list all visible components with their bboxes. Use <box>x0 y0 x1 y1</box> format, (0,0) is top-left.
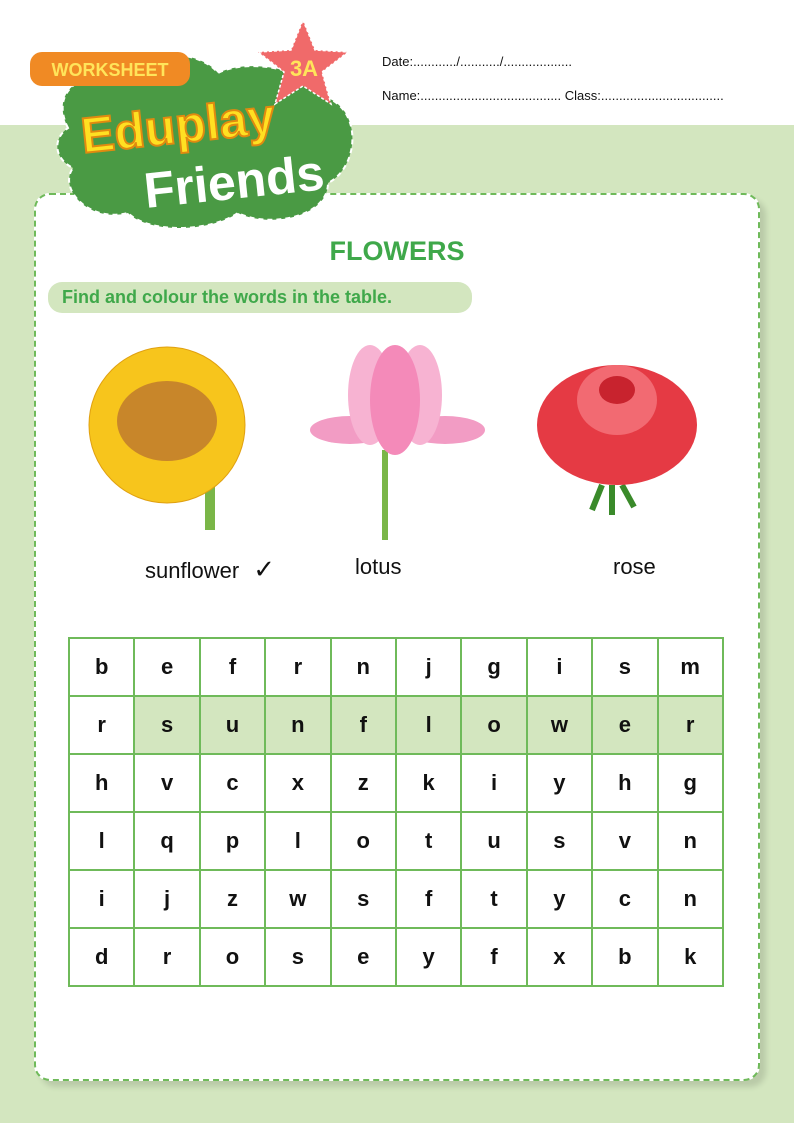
grid-cell[interactable]: e <box>592 696 657 754</box>
grid-row <box>69 638 723 696</box>
grid-cell[interactable]: b <box>69 638 134 696</box>
word-search-grid <box>68 637 724 987</box>
grid-cell[interactable]: m <box>658 638 723 696</box>
grid-cell[interactable]: j <box>396 638 461 696</box>
grid-cell[interactable]: i <box>69 870 134 928</box>
grid-cell[interactable]: p <box>200 812 265 870</box>
svg-text:Friends: Friends <box>141 144 327 219</box>
grid-cell[interactable]: k <box>396 754 461 812</box>
grid-cell[interactable]: s <box>134 696 199 754</box>
grid-cell[interactable]: t <box>461 870 526 928</box>
grid-cell[interactable]: q <box>134 812 199 870</box>
grid-cell[interactable]: n <box>265 696 330 754</box>
grid-cell[interactable]: s <box>592 638 657 696</box>
instruction: Find and colour the words in the table. <box>48 282 472 313</box>
grid-cell[interactable]: r <box>69 696 134 754</box>
grid-cell[interactable]: l <box>396 696 461 754</box>
grid-cell[interactable]: y <box>396 928 461 986</box>
grid-cell[interactable]: o <box>331 812 396 870</box>
grid-cell[interactable]: c <box>200 754 265 812</box>
grid-cell[interactable]: r <box>134 928 199 986</box>
grid-cell[interactable]: d <box>69 928 134 986</box>
grid-cell[interactable]: f <box>200 638 265 696</box>
grid-cell[interactable]: g <box>461 638 526 696</box>
page-title: FLOWERS <box>329 236 465 266</box>
worksheet-badge: WORKSHEET <box>51 60 169 80</box>
grid-cell[interactable]: o <box>461 696 526 754</box>
grid-cell[interactable]: f <box>331 696 396 754</box>
svg-text:Eduplay: Eduplay <box>78 87 278 164</box>
grid-row <box>69 928 723 986</box>
grid-row <box>69 870 723 928</box>
word-rose: rose <box>613 554 656 579</box>
grid-cell[interactable]: v <box>592 812 657 870</box>
grid-cell[interactable]: j <box>134 870 199 928</box>
grid-cell[interactable]: s <box>331 870 396 928</box>
grid-cell[interactable]: s <box>527 812 592 870</box>
grid-cell[interactable]: f <box>396 870 461 928</box>
grid-cell[interactable]: e <box>331 928 396 986</box>
grid-cell[interactable]: e <box>134 638 199 696</box>
svg-text:3A: 3A <box>289 56 319 81</box>
word-sunflower: sunflower ✓ <box>145 554 276 584</box>
grid-cell[interactable]: o <box>200 928 265 986</box>
grid-cell[interactable]: u <box>461 812 526 870</box>
sunflower-image <box>85 345 255 535</box>
grid-cell[interactable]: r <box>265 638 330 696</box>
grid-cell[interactable]: r <box>658 696 723 754</box>
grid-cell[interactable]: n <box>658 812 723 870</box>
grid-cell[interactable]: x <box>527 928 592 986</box>
grid-cell[interactable]: i <box>461 754 526 812</box>
date-field[interactable]: Date:............/.........../................... <box>382 54 572 69</box>
word-lotus: lotus <box>355 554 402 579</box>
grid-cell[interactable]: n <box>658 870 723 928</box>
grid-row <box>69 696 723 754</box>
grid-cell[interactable]: i <box>527 638 592 696</box>
grid-cell[interactable]: y <box>527 870 592 928</box>
lotus-image <box>310 340 485 540</box>
grid-cell[interactable]: l <box>69 812 134 870</box>
grid-cell[interactable]: h <box>69 754 134 812</box>
eduplay-friends-logo <box>28 18 368 233</box>
grid-cell[interactable]: l <box>265 812 330 870</box>
grid-cell[interactable]: w <box>527 696 592 754</box>
grid-row <box>69 812 723 870</box>
grid-cell[interactable]: k <box>658 928 723 986</box>
rose-image <box>532 345 707 520</box>
grid-cell[interactable]: c <box>592 870 657 928</box>
checkmark-icon: ✓ <box>253 554 276 584</box>
name-class-field[interactable]: Name:....................................... Class:.................................. <box>382 88 724 103</box>
grid-cell[interactable]: b <box>592 928 657 986</box>
grid-row <box>69 754 723 812</box>
grid-cell[interactable]: v <box>134 754 199 812</box>
grid-cell[interactable]: w <box>265 870 330 928</box>
grid-cell[interactable]: h <box>592 754 657 812</box>
grid-cell[interactable]: z <box>200 870 265 928</box>
grid-cell[interactable]: y <box>527 754 592 812</box>
grid-cell[interactable]: z <box>331 754 396 812</box>
grid-cell[interactable]: u <box>200 696 265 754</box>
grid-cell[interactable]: n <box>331 638 396 696</box>
grid-cell[interactable]: g <box>658 754 723 812</box>
grid-cell[interactable]: s <box>265 928 330 986</box>
grid-cell[interactable]: t <box>396 812 461 870</box>
grid-cell[interactable]: f <box>461 928 526 986</box>
grid-cell[interactable]: x <box>265 754 330 812</box>
